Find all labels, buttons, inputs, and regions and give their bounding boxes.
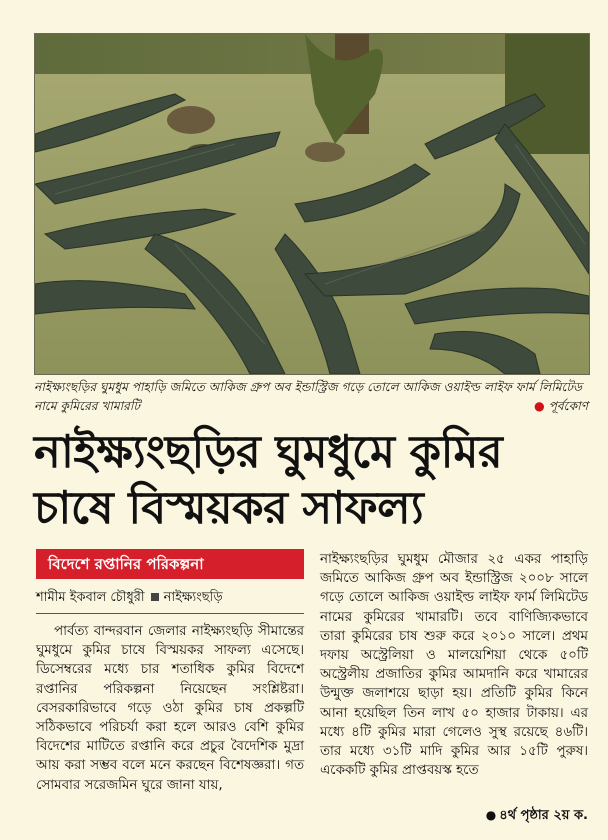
byline (36, 588, 304, 608)
bullet-icon: ● (533, 399, 545, 413)
author-name: শামীম ইকবাল চৌধুরী (36, 590, 145, 605)
bullet-icon: ● (485, 808, 497, 822)
caption-text: নাইক্ষ্যংছড়ির ঘুমধুম পাহাড়ি জমিতে আকিজ গ্রুপ অব ইন্ডাস্ট্রিজ গড়ে তোলে আকিজ ওয়াইল্ড লাইফ ফার্ম লিমিটেড নামে কুমিরের খামারটি (34, 380, 583, 413)
kicker-banner: বিদেশে রপ্তানির পরিকল্পনা (36, 549, 304, 579)
crocodile-farm-photo (34, 33, 590, 375)
byline-divider (36, 613, 304, 614)
body-column-right: নাইক্ষ্যংছড়ির ঘুমধুম মৌজার ২৫ একর পাহাড়ি জমিতে আকিজ গ্রুপ অব ইন্ডাস্ট্রিজ ২০০৮ সালে গড়ে তোলে আকিজ ওয়াইল্ড লাইফ ফার্ম লিমিটেড নামের কুমিরের খামারটি। তবে বাণিজ্যিকভাবে তারা কুমিরের চাষ শুরু করে ২০১০ সালে। প্রথম দফায় অস্ট্রেলিয়া ও মালয়েশিয়া থেকে ৫০টি অস্ট্রেলীয় প্রজাতির কুমির আমদানি করে খামারের উন্মুক্ত জলাশয়ে ছাড়া হয়। প্রতিটি কুমির কিনে আনা হয়েছিল তিন লাখ ৫০ হাজার টাকায়। এর মধ্যে ৪টি কুমির মারা গেলেও সুস্থ রয়েছে ৪৬টি। তার মধ্যে ৩১টি মাদি কুমির আর ১৫টি পুরুষ। একেকটি কুমির প্রাপ্তবয়স্ক হতে (320, 552, 588, 779)
photo-caption (34, 378, 588, 416)
dateline-place: নাইক্ষ্যংছড়ি (163, 590, 223, 605)
headline-line-2: চাষে বিস্ময়কর সাফল্য (34, 481, 424, 534)
headline-line-1: নাইক্ষ্যংছড়ির ঘুমধুমে কুমির (34, 425, 503, 478)
photo-credit (534, 397, 588, 416)
square-bullet-icon (151, 593, 159, 601)
continuation-text: ৪র্থ পৃষ্ঠার ২য় ক. (499, 808, 588, 823)
headline (34, 424, 594, 536)
continuation-note (320, 805, 588, 826)
credit-text: পূর্বকোণ (548, 399, 588, 413)
body-column-left: পার্বত্য বান্দরবান জেলার নাইক্ষ্যংছড়ি সীমান্তের ঘুমধুমে কুমির চাষে বিস্ময়কর সাফল্য এসেছে। ডিসেম্বরের মধ্যে চার শতাধিক কুমির বিদেশে রপ্তানির পরিকল্পনা নিয়েছেন সংশ্লিষ্টরা। বেসরকারিভাবে গড়ে ওঠা কুমির চাষ প্রকল্পটি সঠিকভাবে পরিচর্যা করা হলে আরও বেশি কুমির বিদেশের মাটিতে রপ্তানি করে প্রচুর বৈদেশিক মুদ্রা আয় করা সম্ভব বলে মনে করছেন বিশেষজ্ঞরা। গত সোমবার সরেজমিন ঘুরে জানা যায়, (36, 624, 304, 793)
photo-illustration (35, 34, 589, 374)
